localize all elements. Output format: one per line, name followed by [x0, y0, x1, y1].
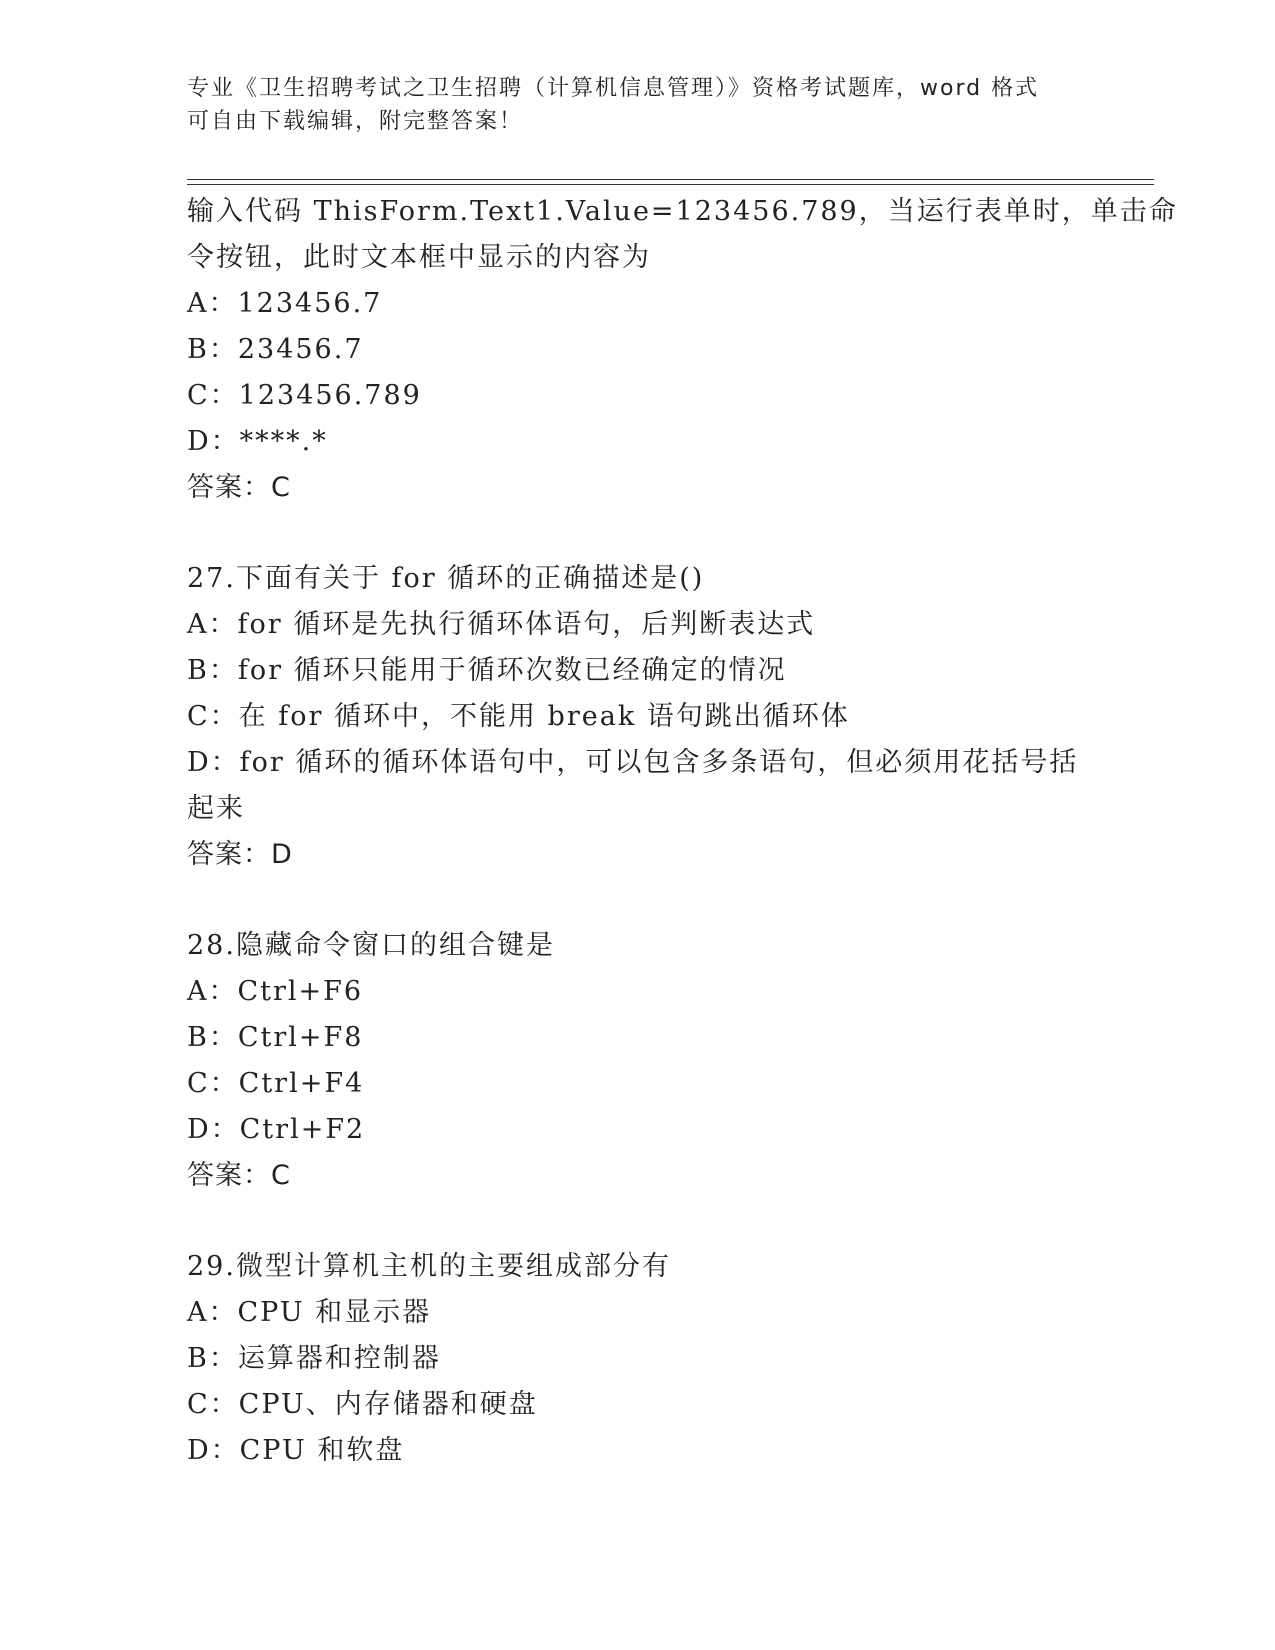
option-a: A：Ctrl+F6: [187, 976, 364, 1007]
option-c: C：CPU、内存储器和硬盘: [187, 1389, 538, 1420]
answer: 答案：C: [187, 1160, 291, 1191]
question-text: 29.微型计算机主机的主要组成部分有: [187, 1251, 671, 1282]
option-b: B：运算器和控制器: [187, 1343, 441, 1374]
option-a: A：123456.7: [187, 288, 383, 319]
spacer: [187, 511, 1087, 556]
answer: 答案：D: [187, 839, 293, 870]
question-text: 27.下面有关于 for 循环的正确描述是(): [187, 563, 705, 594]
answer: 答案：C: [187, 472, 291, 503]
option-a: A：CPU 和显示器: [187, 1297, 432, 1328]
option-c: C：123456.789: [187, 380, 422, 411]
option-b: B：23456.7: [187, 334, 364, 365]
header-line-2: 可自由下载编辑，附完整答案！: [187, 109, 524, 134]
option-c: C：在 for 循环中，不能用 break 语句跳出循环体: [187, 701, 850, 732]
question-text: 输入代码 ThisForm.Text1.Value=123456.789，当运行表单时，单击命: [187, 196, 1178, 227]
question-26: [187, 189, 1178, 511]
option-d: D：for 循环的循环体语句中，可以包含多条语句，但必须用花括号括: [187, 747, 1079, 778]
question-27: [187, 556, 1087, 878]
question-28: [187, 923, 1087, 1199]
spacer: [187, 878, 1087, 923]
option-d: D：CPU 和软盘: [187, 1435, 405, 1466]
header-divider-bottom: [187, 184, 1154, 185]
option-b: B：Ctrl+F8: [187, 1022, 364, 1053]
option-d: D：Ctrl+F2: [187, 1114, 366, 1145]
question-29: [187, 1244, 1087, 1474]
option-d-continued: 起来: [187, 793, 245, 824]
option-a: A：for 循环是先执行循环体语句，后判断表达式: [187, 609, 816, 640]
header-line-1: 专业《卫生招聘考试之卫生招聘（计算机信息管理）》资格考试题库，word 格式: [187, 76, 1040, 101]
document-header: [187, 72, 1087, 138]
option-c: C：Ctrl+F4: [187, 1068, 365, 1099]
question-text: 28.隐藏命令窗口的组合键是: [187, 930, 555, 961]
header-divider-top: [187, 179, 1154, 180]
option-d: D：****.*: [187, 426, 328, 457]
question-list: [187, 189, 1178, 1474]
question-text: 令按钮，此时文本框中显示的内容为: [187, 242, 651, 273]
spacer: [187, 1199, 1087, 1244]
option-b: B：for 循环只能用于循环次数已经确定的情况: [187, 655, 787, 686]
